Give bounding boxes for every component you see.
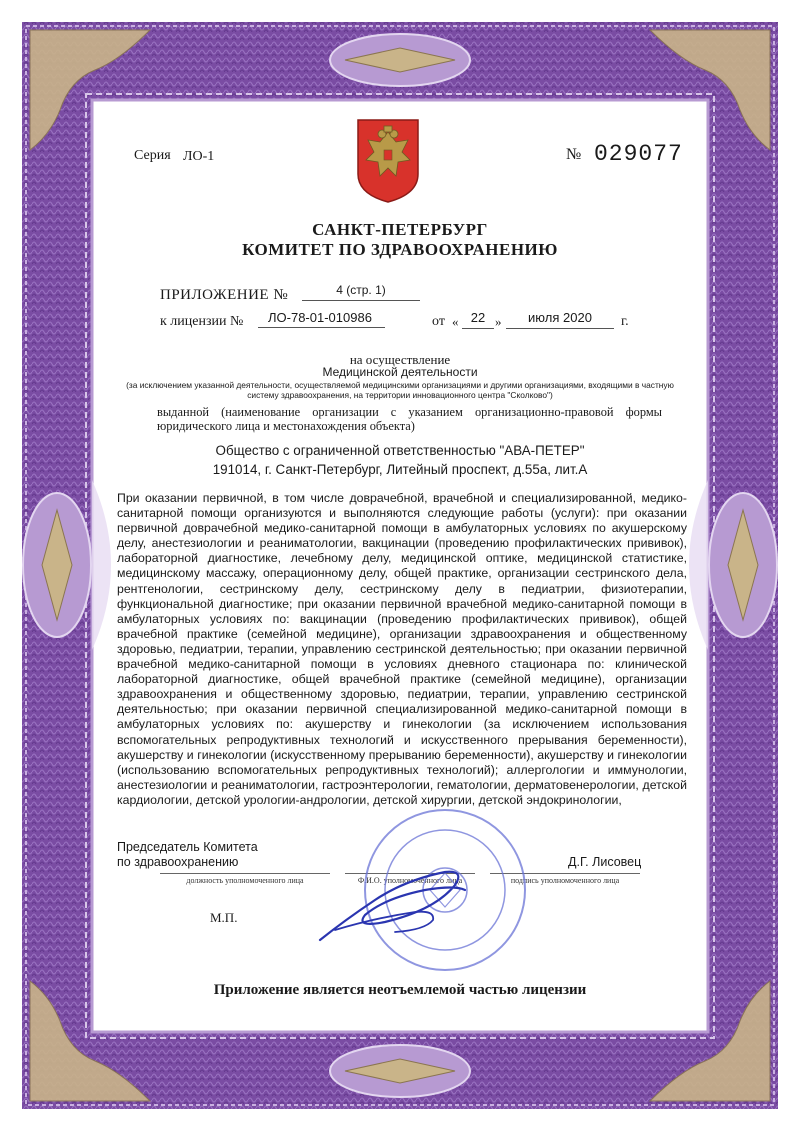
appendix-number: 4 (стр. 1) xyxy=(302,283,420,301)
caption-signature: подпись уполномоченного лица xyxy=(510,876,620,885)
signer-position-line2: по здравоохранению xyxy=(117,855,239,869)
activity-name: Медицинской деятельности xyxy=(322,365,478,379)
series-label: Серия xyxy=(134,148,171,163)
coat-of-arms-icon xyxy=(356,118,420,204)
license-number: ЛО-78-01-010986 xyxy=(258,310,385,328)
date-day: 22 xyxy=(462,310,494,329)
series-value: ЛО-1 xyxy=(183,149,215,164)
appendix-label: ПРИЛОЖЕНИЕ № xyxy=(160,287,289,303)
number-sign: № xyxy=(566,146,582,163)
footer-notice: Приложение является неотъемлемой частью лицензии xyxy=(213,982,587,998)
quote-close: » xyxy=(495,314,502,329)
signer-position-line1: Председатель Комитета xyxy=(117,840,258,854)
year-suffix: г. xyxy=(621,314,629,329)
handwritten-signature xyxy=(315,860,475,950)
position-line xyxy=(160,873,330,874)
issued-to-caption: выданной (наименование организации с указанием организационно-правовой формы юридического лица и местонахождения объекта) xyxy=(157,405,662,433)
activity-exclusion: (за исключением указанной деятельности, осуществляемой медицинскими организациями и другими организациями, входящими в частную систему здравоохранения, на территории инновационного центра "Сколково") xyxy=(126,380,674,400)
organization-name: Общество с ограниченной ответственностью "АВА-ПЕТЕР" xyxy=(215,443,585,458)
license-label: к лицензии № xyxy=(160,314,244,329)
quote-open: « xyxy=(452,314,459,329)
committee-title: КОМИТЕТ ПО ЗДРАВООХРАНЕНИЮ xyxy=(242,240,558,259)
caption-name: Ф.И.О. уполномоченного лица xyxy=(357,876,463,885)
signer-name: Д.Г. Лисовец xyxy=(568,855,642,869)
caption-position: должность уполномоченного лица xyxy=(186,876,304,885)
city-title: САНКТ-ПЕТЕРБУРГ xyxy=(312,220,488,239)
date-from-label: от xyxy=(432,314,445,329)
form-number: 029077 xyxy=(594,141,683,167)
works-list-text: При оказании первичной, в том числе доврачебной, врачебной и специализированной, медико-санитарной помощи организуются и выполняются следующие работы (услуги): при оказании первичной доврачебной медико-санитарной помощи в амбулаторных условиях по акушерскому делу, анестезиологии и реаниматологии, вакцинации (проведению профилактических прививок), лабораторной диагностике, лечебному делу, медицинской оптике, медицинской статистике, медицинскому массажу, операционному делу, общей практике, организации сестринского дела, рентгенологии, сестринскому делу, сестринскому делу в педиатрии, физиотерапии, функциональной диагностике; при оказании первичной врачебной медико-санитарной помощи в амбулаторных условиях по: вакцинации (проведению профилактических прививок), общей врачебной практике (семейной медицине), организации здравоохранения и общественному здоровью, педиатрии, терапии, управлению сестринской деятельностью; при оказании первичной врачебной медико-санитарной помощи в условиях дневного стационара по: клинической лабораторной диагностике, общей врачебной практике (семейной медицине), организации здравоохранения и общественному здоровью, педиатрии, терапии, управлению сестринской деятельностью; при оказании первичной специализированной медико-санитарной помощи в амбулаторных условиях по: акушерству и гинекологии (за исключением использования вспомогательных репродуктивных технологий и искусственного прерывания беременности), акушерству и гинекологии (искусственному прерыванию беременности), акушерству и гинекологии (использованию вспомогательных репродуктивных технологий); аллергологии и иммунологии, анестезиологии и реаниматологии, гастроэнтерологии, гематологии, дерматовенерологии, детской кардиологии, детской урологии-андрологии, детской хирургии, детской эндокринологии, xyxy=(117,491,687,807)
stamp-place-label: М.П. xyxy=(210,910,238,925)
date-month-year: июля 2020 xyxy=(506,310,614,329)
organization-address: 191014, г. Санкт-Петербург, Литейный проспект, д.55а, лит.А xyxy=(212,462,588,477)
activity-intro: на осуществление xyxy=(349,352,451,367)
